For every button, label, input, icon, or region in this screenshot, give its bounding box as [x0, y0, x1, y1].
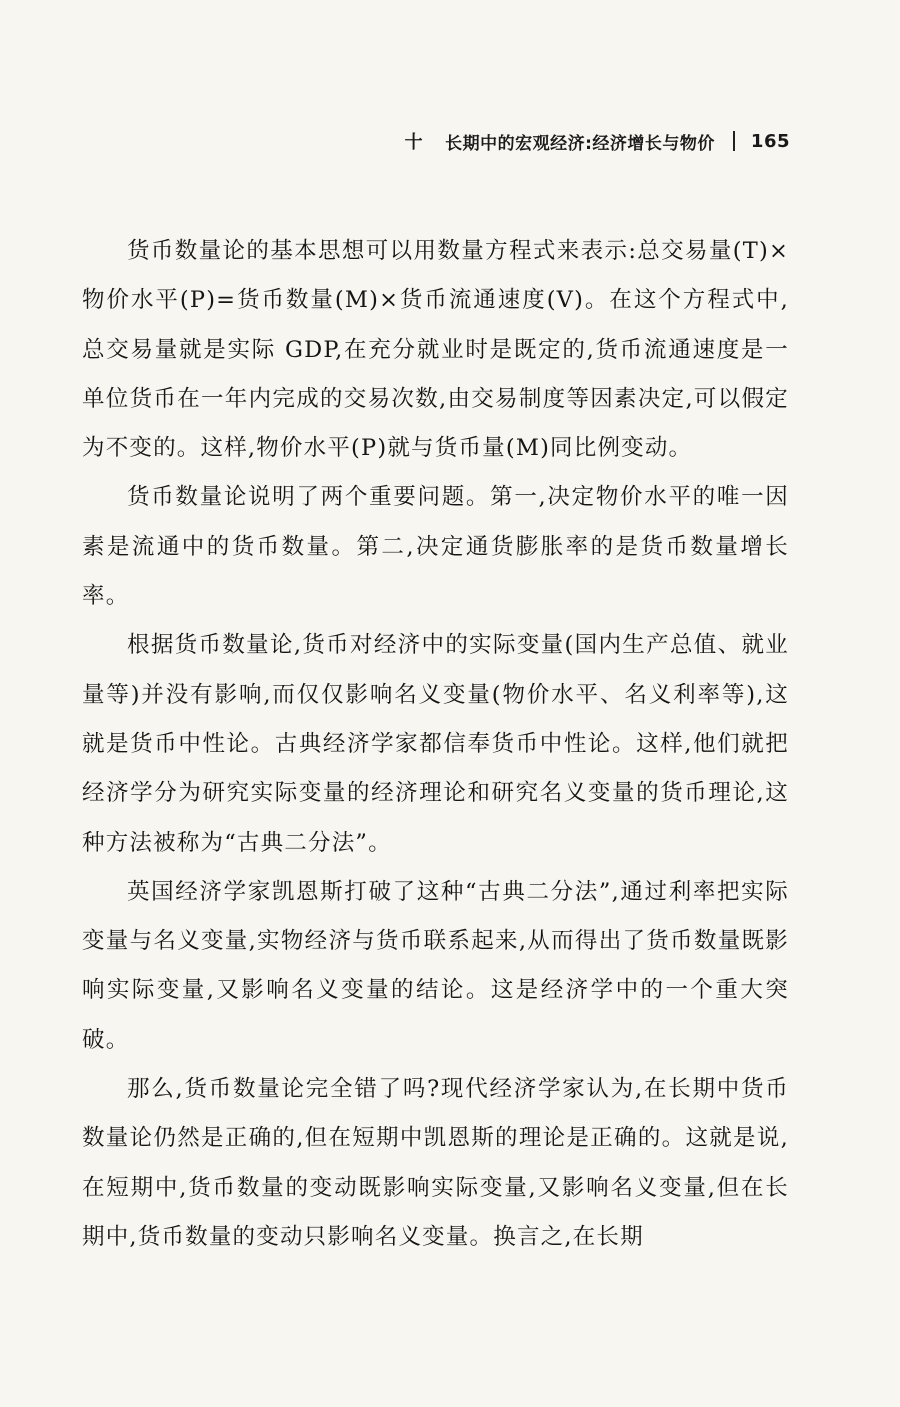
chapter-title: 长期中的宏观经济:经济增长与物价: [445, 133, 715, 154]
header-divider: [733, 131, 735, 151]
body-text: [82, 227, 789, 1262]
paragraph-1: 货币数量论的基本思想可以用数量方程式来表示:总交易量(T)×物价水平(P)=货币数量(M)×货币流通速度(V)。在这个方程式中,总交易量就是实际 GDP,在充分就业时是既定的,货币流通速度是一单位货币在一年内完成的交易次数,由交易制度等因素决定,可以假定为不变的。这样,物价水平(P)就与货币量(M)同比例变动。: [82, 238, 789, 462]
running-header: [405, 127, 790, 155]
paragraph-3: 根据货币数量论,货币对经济中的实际变量(国内生产总值、就业量等)并没有影响,而仅仅影响名义变量(物价水平、名义利率等),这就是货币中性论。古典经济学家都信奉货币中性论。这样,他们就把经济学分为研究实际变量的经济理论和研究名义变量的货币理论,这种方法被称为“古典二分法”。: [82, 632, 789, 856]
paragraph-2: 货币数量论说明了两个重要问题。第一,决定物价水平的唯一因素是流通中的货币数量。第二,决定通货膨胀率的是货币数量增长率。: [82, 484, 789, 610]
page-number: 165: [750, 130, 790, 152]
paragraph-5: 那么,货币数量论完全错了吗?现代经济学家认为,在长期中货币数量论仍然是正确的,但在短期中凯恩斯的理论是正确的。这就是说,在短期中,货币数量的变动既影响实际变量,又影响名义变量,但在长期中,货币数量的变动只影响名义变量。换言之,在长期: [82, 1076, 789, 1250]
chapter-mark: 十: [404, 132, 424, 153]
paragraph-4: 英国经济学家凯恩斯打破了这种“古典二分法”,通过利率把实际变量与名义变量,实物经济与货币联系起来,从而得出了货币数量既影响实际变量,又影响名义变量的结论。这是经济学中的一个重大突破。: [82, 878, 789, 1053]
